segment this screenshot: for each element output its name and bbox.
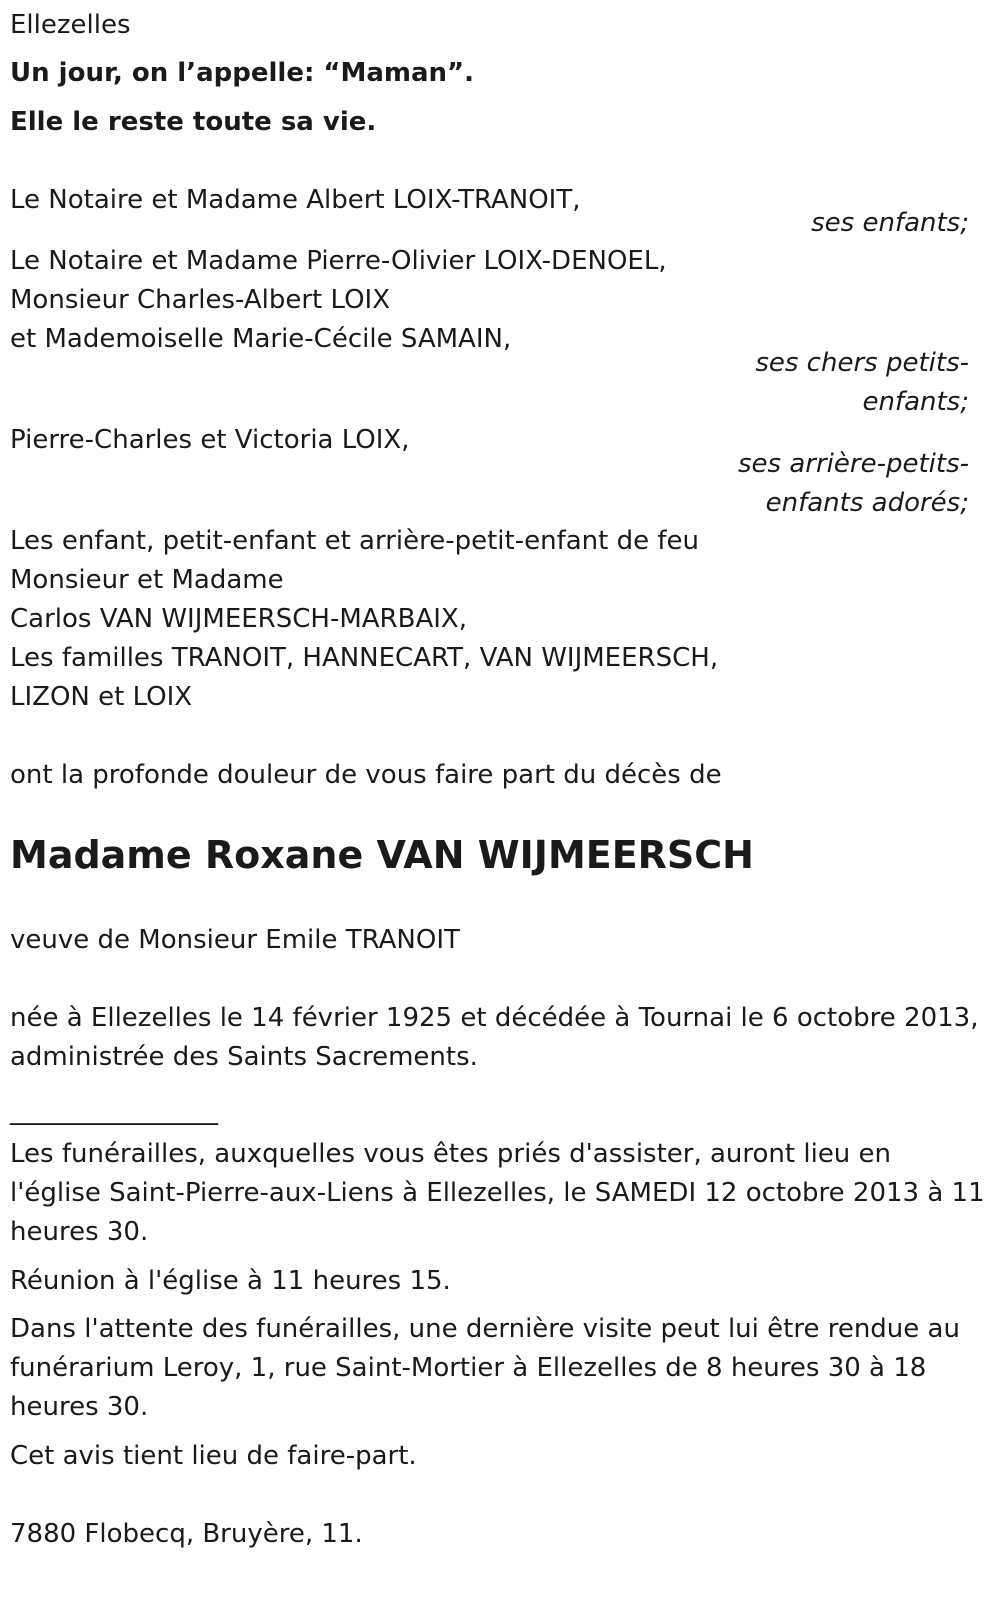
announcement-text: ont la profonde douleur de vous faire part du décès de <box>10 760 722 790</box>
funeral-service-line: heures 30. <box>10 1217 149 1247</box>
children-name: Le Notaire et Madame Albert LOIX-TRANOIT, <box>10 185 581 215</box>
other-family-line: Monsieur et Madame <box>10 565 284 595</box>
grandchildren-role-line: enfants; <box>862 387 969 417</box>
great-grandchildren-role-line: enfants adorés; <box>765 488 969 518</box>
grandchild-line: et Mademoiselle Marie-Cécile SAMAIN, <box>10 324 512 354</box>
funeral-service-line: Les funérailles, auxquelles vous êtes priés d'assister, auront lieu en <box>10 1139 892 1169</box>
grandchild-line: Le Notaire et Madame Pierre-Olivier LOIX-DENOEL, <box>10 246 667 276</box>
funeral-service-line: l'église Saint-Pierre-aux-Liens à Ellezelles, le SAMEDI 12 octobre 2013 à 11 <box>10 1178 985 1208</box>
town-heading: Ellezelles <box>10 10 131 40</box>
other-family-line: LIZON et LOIX <box>10 682 193 712</box>
meeting-time: Réunion à l'église à 11 heures 15. <box>10 1266 451 1296</box>
other-family-line: Les familles TRANOIT, HANNECART, VAN WIJMEERSCH, <box>10 643 719 673</box>
quote-line-2: Elle le reste toute sa vie. <box>10 107 377 137</box>
grandchild-line: Monsieur Charles-Albert LOIX <box>10 285 391 315</box>
other-family-line: Carlos VAN WIJMEERSCH-MARBAIX, <box>10 604 467 634</box>
other-family-line: Les enfant, petit-enfant et arrière-petit-enfant de feu <box>10 526 699 556</box>
contact-address: 7880 Flobecq, Bruyère, 11. <box>10 1519 363 1549</box>
grandchildren-role-line: ses chers petits- <box>755 348 969 378</box>
birth-death-details: née à Ellezelles le 14 février 1925 et décédée à Tournai le 6 octobre 2013, <box>10 1003 979 1033</box>
separator-line: ________________ <box>10 1096 218 1126</box>
visit-line: funérarium Leroy, 1, rue Saint-Mortier à Ellezelles de 8 heures 30 à 18 <box>10 1353 927 1383</box>
widow-of: veuve de Monsieur Emile TRANOIT <box>10 925 460 955</box>
deceased-name: Madame Roxane VAN WIJMEERSCH <box>10 833 754 877</box>
children-role: ses enfants; <box>811 208 969 238</box>
great-grandchildren-names: Pierre-Charles et Victoria LOIX, <box>10 425 410 455</box>
quote-line-1: Un jour, on l’appelle: “Maman”. <box>10 58 475 88</box>
sacraments-line: administrée des Saints Sacrements. <box>10 1042 478 1072</box>
visit-line: heures 30. <box>10 1392 149 1422</box>
visit-line: Dans l'attente des funérailles, une dernière visite peut lui être rendue au <box>10 1314 960 1344</box>
great-grandchildren-role-line: ses arrière-petits- <box>738 449 969 479</box>
notice-text: Cet avis tient lieu de faire-part. <box>10 1441 417 1471</box>
